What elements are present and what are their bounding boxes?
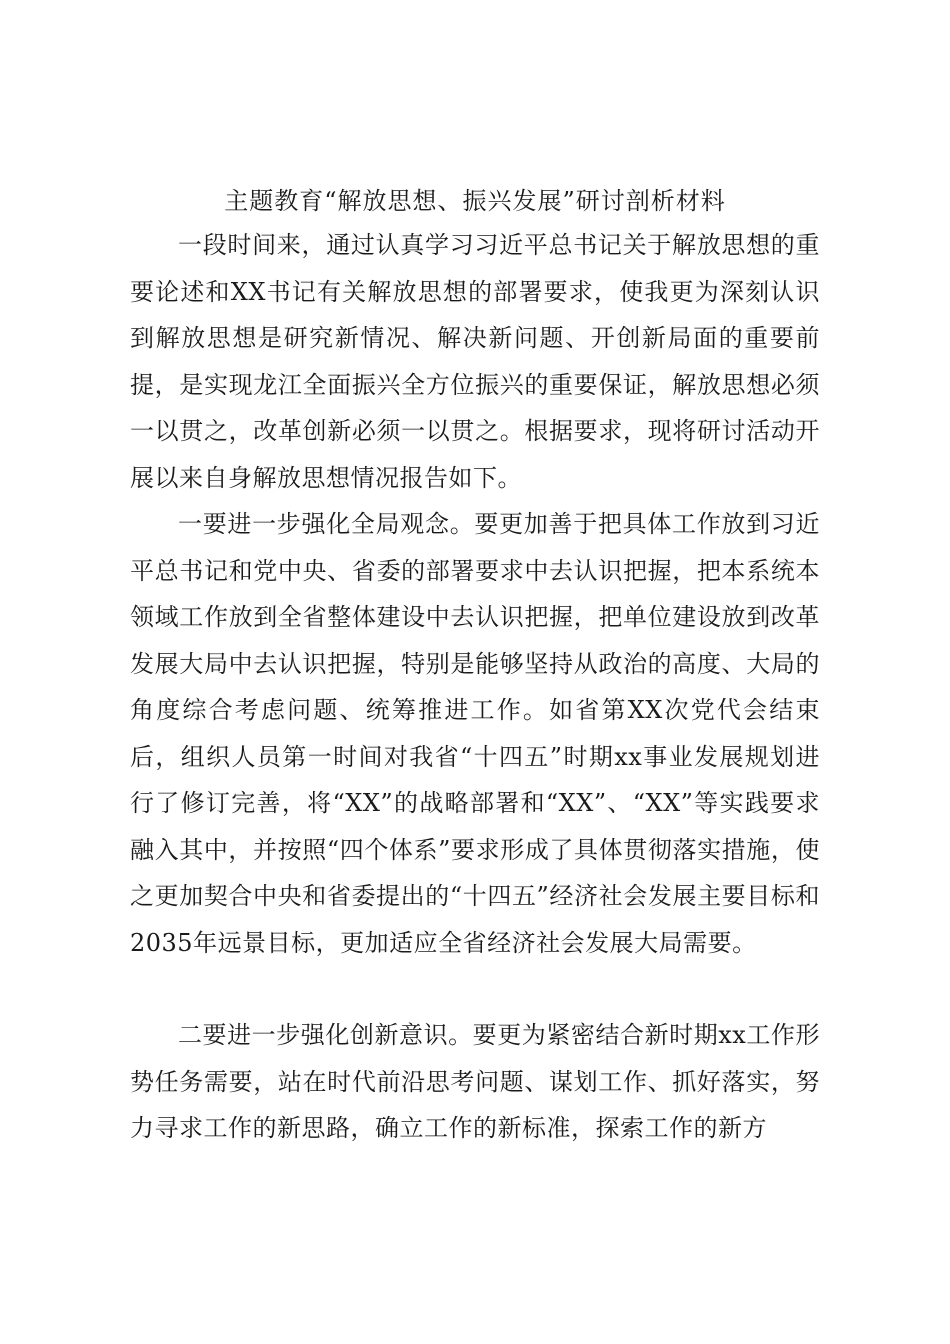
document-title: 主题教育“解放思想、振兴发展”研讨剖析材料: [224, 187, 726, 215]
paragraph-innovation: 二要进一步强化创新意识。要更为紧密结合新时期xx工作形势任务需要，站在时代前沿思考问题、谋划工作、抓好落实，努力寻求工作的新思路，确立工作的新标准，探索工作的新方: [130, 1021, 820, 1142]
paragraph-intro: 一段时间来，通过认真学习习近平总书记关于解放思想的重要论述和XX书记有关解放思想的部署要求，使我更为深刻认识到解放思想是研究新情况、解决新问题、开创新局面的重要前提，是实现龙江全面振兴全方位振兴的重要保证，解放思想必须一以贯之，改革创新必须一以贯之。根据要求，现将研讨活动开展以来自身解放思想情况报告如下。: [130, 231, 820, 492]
paragraph-global-view: 一要进一步强化全局观念。要更加善于把具体工作放到习近平总书记和党中央、省委的部署要求中去认识把握，把本系统本领域工作放到全省整体建设中去认识把握，把单位建设放到改革发展大局中去认识把握，特别是能够坚持从政治的高度、大局的角度综合考虑问题、统筹推进工作。如省第XX次党代会结束后，组织人员第一时间对我省“十四五”时期xx事业发展规划进行了修订完善，将“XX”的战略部署和“XX”、“XX”等实践要求融入其中，并按照“四个体系”要求形成了具体贯彻落实措施，使之更加契合中央和省委提出的“十四五”经济社会发展主要目标和2035年远景目标，更加适应全省经济社会发展大局需要。: [130, 510, 820, 957]
